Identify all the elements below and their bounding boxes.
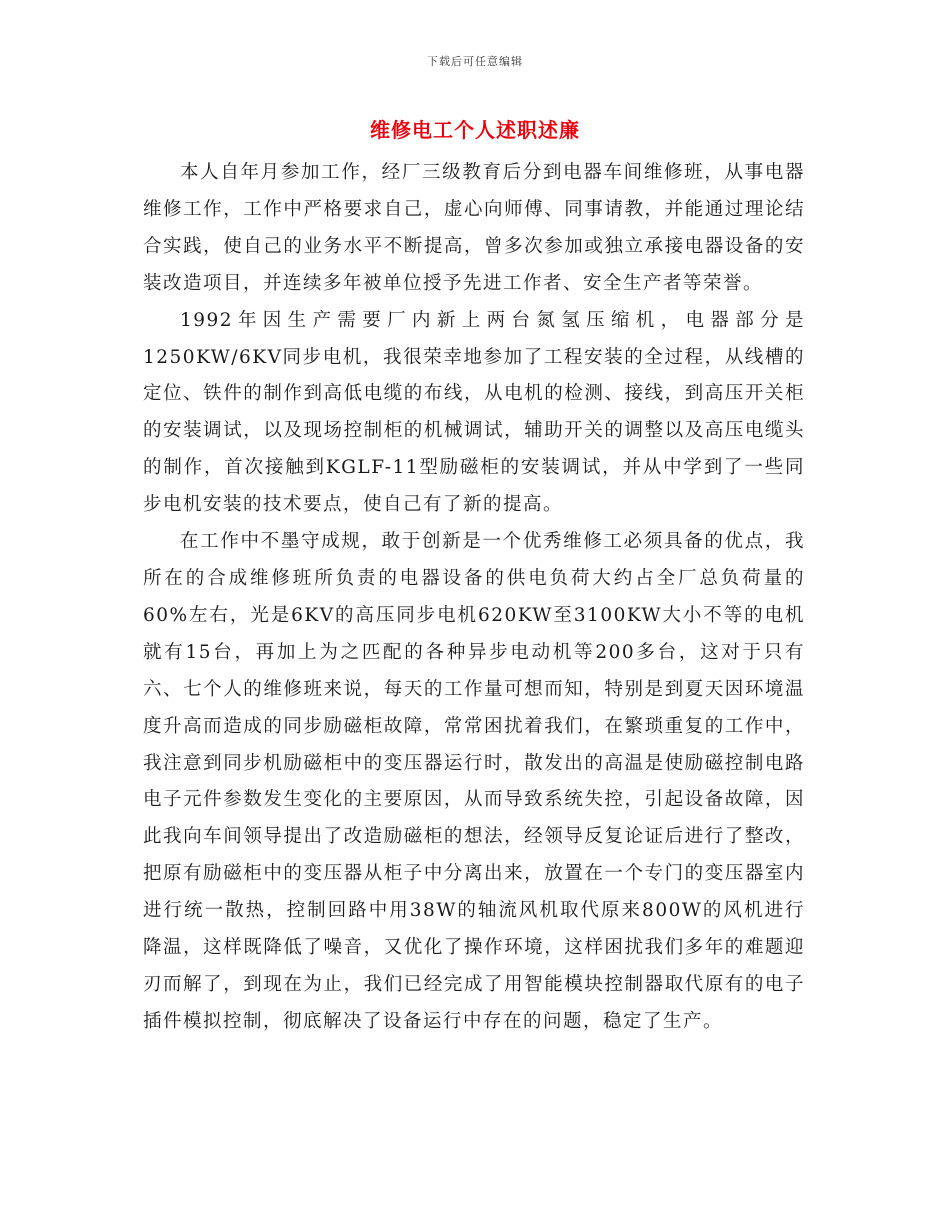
document-title: 维修电工个人述职述廉 [370,118,580,142]
paragraph: 1992年因生产需要厂内新上两台氮氢压缩机，电器部分是1250KW/6KV同步电机，我很荣幸地参加了工程安装的全过程，从线槽的定位、铁件的制作到高低电缆的布线，从电机的检测、接线，到高压开关柜的安装调试，以及现场控制柜的机械调试，辅助开关的调整以及高压电缆头的制作，首次接触到KGLF-11型励磁柜的安装调试，并从中学到了一些同步电机安装的技术要点，使自己有了新的提高。 [143,309,805,516]
document-body [143,155,805,1041]
paragraph: 本人自年月参加工作，经厂三级教育后分到电器车间维修班，从事电器维修工作，工作中严格要求自己，虚心向师傅、同事请教，并能通过理论结合实践，使自己的业务水平不断提高，曾多次参加或独立承接电器设备的安装改造项目，并连续多年被单位授予先进工作者、安全生产者等荣誉。 [143,162,805,294]
header-note: 下载后可任意编辑 [427,55,523,68]
paragraph: 在工作中不墨守成规，敢于创新是一个优秀维修工必须具备的优点，我所在的合成维修班所负责的电器设备的供电负荷大约占全厂总负荷量的60%左右，光是6KV的高压同步电机620KW至3100KW大小不等的电机就有15台，再加上为之匹配的各种异步电动机等200多台，这对于只有六、七个人的维修班来说，每天的工作量可想而知，特别是到夏天因环境温度升高而造成的同步励磁柜故障，常常困扰着我们，在繁琐重复的工作中，我注意到同步机励磁柜中的变压器运行时，散发出的高温是使励磁控制电路电子元件参数发生变化的主要原因，从而导致系统失控，引起设备故障，因此我向车间领导提出了改造励磁柜的想法，经领导反复论证后进行了整改，把原有励磁柜中的变压器从柜子中分离出来，放置在一个专门的变压器室内进行统一散热，控制回路中用38W的轴流风机取代原来800W的风机进行降温，这样既降低了噪音，又优化了操作环境，这样困扰我们多年的难题迎刃而解了，到现在为止，我们已经完成了用智能模块控制器取代原有的电子插件模拟控制，彻底解决了设备运行中存在的问题，稳定了生产。 [143,531,805,1032]
